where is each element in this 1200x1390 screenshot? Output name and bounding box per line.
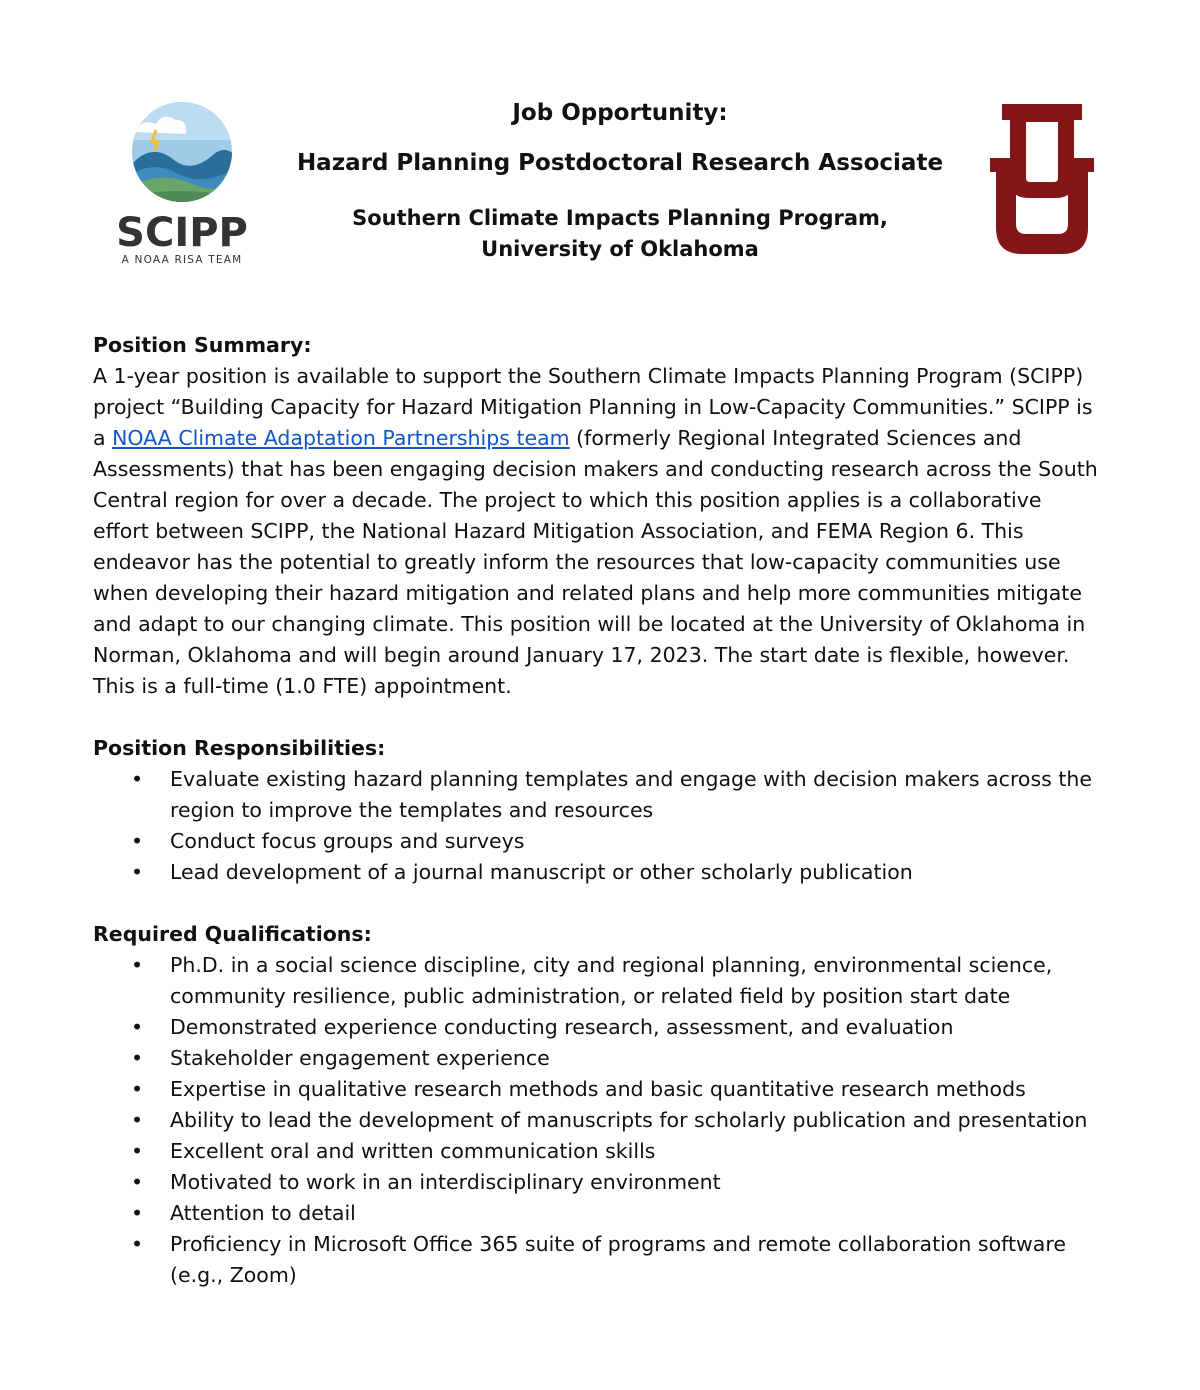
bullet-icon: • (131, 1108, 144, 1132)
list-item (93, 826, 1103, 857)
list-item (93, 857, 1103, 888)
list-item (93, 950, 1103, 1012)
list-item-text: Excellent oral and written communication skills (170, 1139, 656, 1163)
bullet-icon: • (131, 829, 144, 853)
bullet-icon: • (131, 1046, 144, 1070)
list-item (93, 764, 1103, 826)
bullet-icon: • (131, 767, 144, 791)
organization-line-2: University of Oklahoma (481, 237, 759, 261)
list-item (93, 1012, 1103, 1043)
document-body (93, 330, 1103, 1322)
position-responsibilities-heading: Position Responsibilities: (93, 736, 386, 760)
list-item (93, 1198, 1103, 1229)
bullet-icon: • (131, 860, 144, 884)
list-item-text: Motivated to work in an interdisciplinary environment (170, 1170, 721, 1194)
list-item-text: Evaluate existing hazard planning templates and engage with decision makers across the region to improve the templates and resources (170, 767, 1092, 822)
position-summary-text (93, 361, 1103, 702)
list-item (93, 1136, 1103, 1167)
bullet-icon: • (131, 1170, 144, 1194)
bullet-icon: • (131, 1232, 144, 1256)
list-item-text: Attention to detail (170, 1201, 356, 1225)
organization-name (270, 203, 970, 265)
bullet-icon: • (131, 1201, 144, 1225)
noaa-cap-team-link[interactable]: NOAA Climate Adaptation Partnerships team (112, 426, 570, 450)
bullet-icon: • (131, 953, 144, 977)
qualifications-list (93, 950, 1103, 1291)
list-item (93, 1043, 1103, 1074)
bullet-icon: • (131, 1139, 144, 1163)
list-item-text: Conduct focus groups and surveys (170, 829, 525, 853)
list-item-text: Stakeholder engagement experience (170, 1046, 550, 1070)
required-qualifications-heading: Required Qualifications: (93, 922, 372, 946)
bullet-icon: • (131, 1015, 144, 1039)
job-opportunity-heading: Job Opportunity: (512, 100, 728, 126)
position-summary-heading: Position Summary: (93, 333, 312, 357)
list-item-text: Proficiency in Microsoft Office 365 suite of programs and remote collaboration software (e.g., Zoom) (170, 1232, 1066, 1287)
list-item-text: Lead development of a journal manuscript or other scholarly publication (170, 860, 913, 884)
svg-text:®: ® (1000, 217, 1006, 224)
scipp-logo (104, 100, 260, 270)
list-item (93, 1229, 1103, 1291)
organization-line-1: Southern Climate Impacts Planning Program, (352, 206, 888, 230)
list-item (93, 1105, 1103, 1136)
summary-text-end: (formerly Regional Integrated Sciences and Assessments) that has been engaging decision makers and conducting research across the South Central region for over a decade. The project to which this position applies is a collaborative effort between SCIPP, the National Hazard Mitigation Association, and FEMA Region 6. This endeavor has the potential to greatly inform the resources that low-capacity communities use when developing their hazard mitigation and related plans and help more communities mitigate and adapt to our changing climate. This position will be located at the University of Oklahoma in Norman, Oklahoma and will begin around January 17, 2023. The start date is flexible, however. This is a full-time (1.0 FTE) appointment. (93, 426, 1098, 698)
ou-logo (982, 100, 1102, 258)
scipp-logo-tagline: A NOAA RISA TEAM (121, 254, 243, 266)
summary-text-start: A 1-year position is available to support the Southern Climate Impacts Planning Program (SCIPP) project “Building Capacity for Hazard Mitigation Planning in Low-Capacity Communities.” SCIPP is a (93, 364, 1093, 450)
list-item-text: Demonstrated experience conducting research, assessment, and evaluation (170, 1015, 954, 1039)
list-item-text: Ph.D. in a social science discipline, city and regional planning, environmental science, community resilience, public administration, or related field by position start date (170, 953, 1053, 1008)
list-item (93, 1167, 1103, 1198)
bullet-icon: • (131, 1077, 144, 1101)
position-title: Hazard Planning Postdoctoral Research Associate (296, 150, 944, 176)
responsibilities-list (93, 764, 1103, 888)
scipp-logo-text: SCIPP (116, 210, 248, 256)
list-item-text: Ability to lead the development of manuscripts for scholarly publication and presentation (170, 1108, 1088, 1132)
list-item-text: Expertise in qualitative research methods and basic quantitative research methods (170, 1077, 1026, 1101)
list-item (93, 1074, 1103, 1105)
